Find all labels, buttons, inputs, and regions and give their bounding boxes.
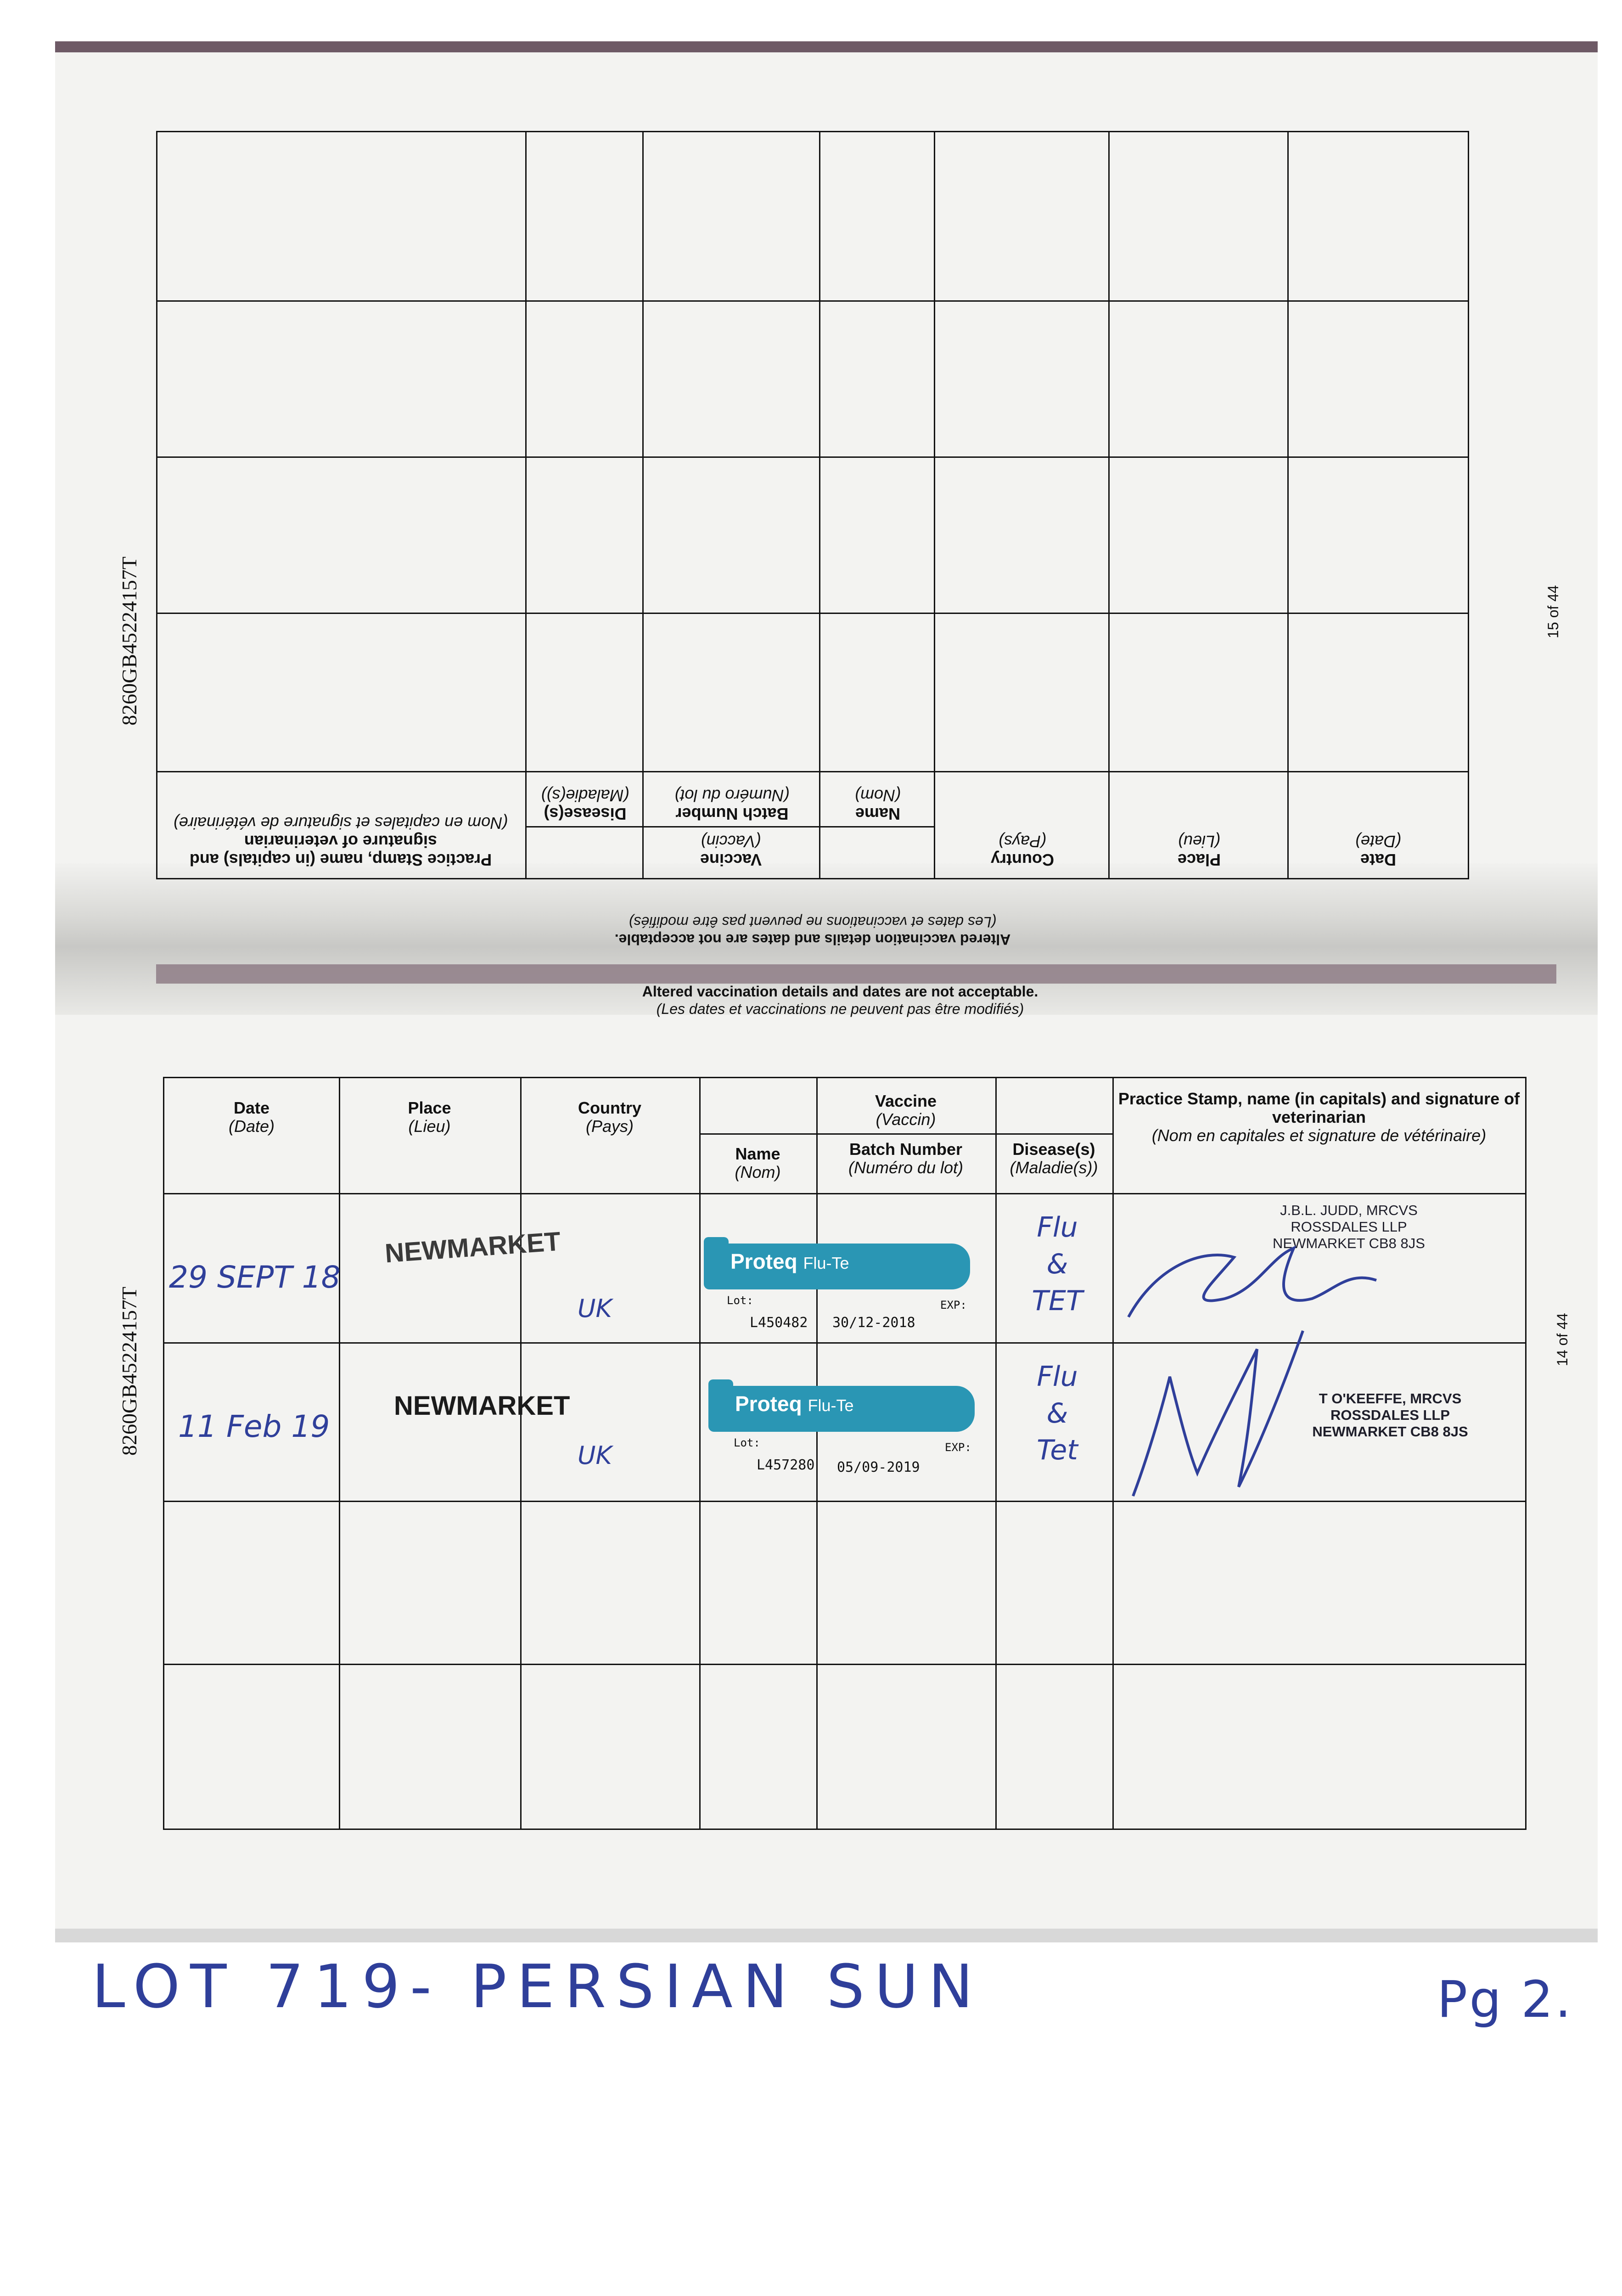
record-2-vet-stamp: T O'KEEFFE, MRCVS ROSSDALES LLP NEWMARKET CB8 8JS	[1312, 1390, 1468, 1440]
record-2-signature	[1119, 1322, 1312, 1505]
record-1-exp-label: EXP:	[940, 1299, 967, 1311]
record-2-place-stamp: NEWMARKET	[394, 1391, 570, 1421]
header-vaccine-name: Name (Nom)	[735, 1144, 781, 1182]
upper-notice: Altered vaccination details and dates are not acceptable. (Les dates et vaccinations ne peuvent pas être modifiés)	[614, 914, 1011, 948]
record-2-diseases: Flu & Tet	[1037, 1361, 1078, 1466]
header-place: Place (Lieu)	[408, 1098, 451, 1136]
record-1-signature	[1119, 1230, 1395, 1335]
upper-vaccination-table	[156, 131, 1469, 879]
page-note: Pg 2.	[1437, 1970, 1573, 2029]
record-2-exp-label: EXP:	[945, 1441, 971, 1454]
upper-header-vaccine: Vaccine (Vaccin)	[700, 832, 762, 869]
record-2-lot-label: Lot:	[734, 1436, 760, 1449]
lower-notice: Altered vaccination details and dates are not acceptable. (Les dates et vaccinations ne peuvent pas être modifiés)	[642, 983, 1038, 1017]
header-date: Date (Date)	[228, 1098, 275, 1136]
upper-header-country: Country (Pays)	[991, 832, 1054, 869]
record-1-lot: L450482	[750, 1315, 808, 1331]
record-2-vaccine-brand: Proteq Flu-Te	[735, 1392, 854, 1416]
page-bottom-edge	[55, 1929, 1598, 1942]
record-1-vaccine-label	[704, 1244, 970, 1289]
record-1-lot-label: Lot:	[727, 1294, 753, 1307]
upper-passport-id: 8260GB45224157T	[118, 557, 141, 726]
upper-header-place: Place (Lieu)	[1177, 832, 1221, 869]
record-2-country: UK	[578, 1441, 612, 1470]
record-1-vet-stamp: J.B.L. JUDD, MRCVS ROSSDALES LLP NEWMARKET CB8 8JS	[1273, 1202, 1425, 1251]
page-edge-band	[55, 41, 1598, 52]
lot-note: LOT 719- PERSIAN SUN	[92, 1952, 983, 2021]
record-1-place-stamp: NEWMARKET	[384, 1226, 562, 1269]
upper-header-name: Name (Nom)	[855, 786, 901, 823]
record-1-country: UK	[578, 1294, 612, 1323]
record-1-date: 29 SEPT 18	[169, 1260, 341, 1295]
record-1-vaccine-brand: Proteq Flu-Te	[730, 1249, 849, 1273]
header-batch-number: Batch Number (Numéro du lot)	[848, 1140, 964, 1177]
header-vaccine: Vaccine (Vaccin)	[875, 1092, 937, 1129]
lower-page-number: 14 of 44	[1554, 1313, 1571, 1366]
header-country: Country (Pays)	[578, 1098, 641, 1136]
upper-page-number: 15 of 44	[1545, 585, 1561, 638]
upper-page-rotated	[156, 131, 1469, 948]
record-2-lot: L457280	[757, 1457, 815, 1473]
record-1-exp: 30/12-2018	[832, 1315, 915, 1331]
upper-header-stamp: Practice Stamp, name (in capitals) and signature of veterinarian (Nom en capitales et signature de vétérinaire)	[173, 814, 508, 869]
lower-vaccination-table	[163, 1077, 1527, 1830]
upper-header-date: Date (Date)	[1355, 832, 1402, 869]
lower-passport-id: 8260GB45224157T	[118, 1287, 141, 1456]
upper-header-batch: Batch Number (Numéro du lot)	[674, 786, 790, 823]
record-2-date: 11 Feb 19	[178, 1409, 330, 1444]
upper-header-disease: Disease(s) (Maladie(s))	[541, 786, 629, 823]
header-practice-stamp: Practice Stamp, name (in capitals) and signature of veterinarian (Nom en capitales et signature de vétérinaire)	[1118, 1089, 1520, 1145]
record-2-exp: 05/09-2019	[837, 1459, 920, 1475]
record-1-diseases: Flu & TET	[1032, 1211, 1083, 1317]
header-diseases: Disease(s) (Maladie(s))	[1010, 1140, 1098, 1177]
record-2-vaccine-label	[708, 1386, 975, 1432]
fold-title-bar	[156, 964, 1556, 984]
